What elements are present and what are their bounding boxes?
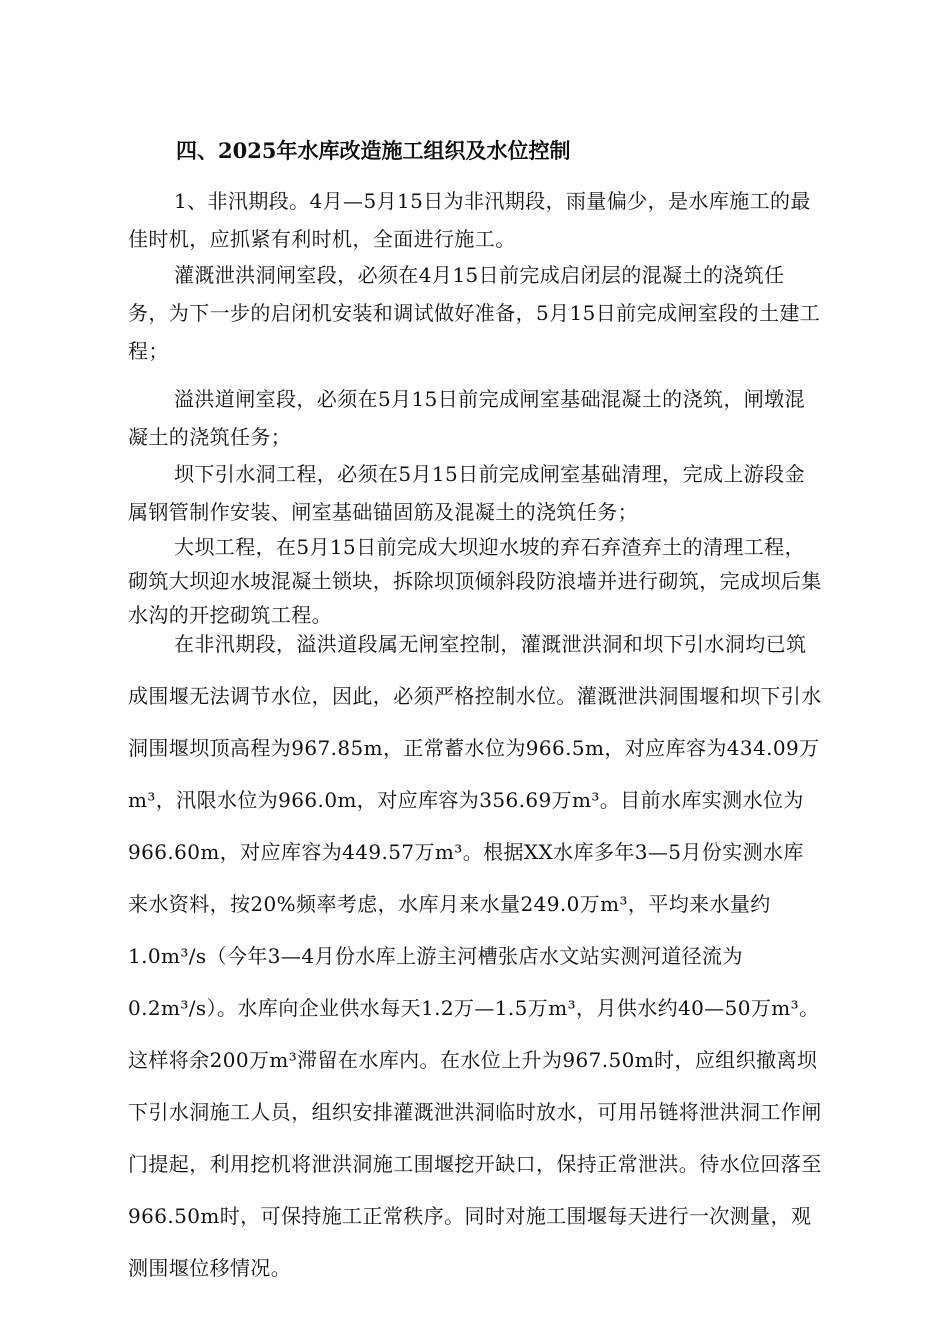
paragraph-non-flood-period: 1、非汛期段。4月—5月15日为非汛期段，雨量偏少，是水库施工的最佳时机，应抓紧有利时机，全面进行施工。 <box>128 189 811 251</box>
paragraph-irrigation-tunnel: 灌溉泄洪洞闸室段，必须在4月15日前完成启闭层的混凝土的浇筑任务，为下一步的启闭机安装和调试做好准备，5月15日前完成闸室段的土建工程； <box>128 263 821 363</box>
paragraph-water-level-control: 在非汛期段，溢洪道段属无闸室控制，灌溉泄洪洞和坝下引水洞均已筑成围堰无法调节水位，因此，必须严格控制水位。灌溉泄洪洞围堰和坝下引水洞围堰坝顶高程为967.85m，正常蓄水位为966.5m，对应库容为434.09万m³，汛限水位为966.0m，对应库容为356.69万m³。目前水库实测水位为966.60m，对应库容为449.57万m³。根据XX水库多年3—5月份实测水库来水资料，按20%频率考虑，水库月来水量249.0万m³，平均来水量约1.0m³/s（今年3—4月份水库上游主河槽张店水文站实测河道径流为0.2m³/s）。水库向企业供水每天1.2万—1.5万m³，月供水约40—50万m³。这样将余200万m³滞留在水库内。在水位上升为967.50m时，应组织撤离坝下引水洞施工人员，组织安排灌溉泄洪洞临时放水，可用吊链将泄洪洞工作闸门提起，利用挖机将泄洪洞施工围堰挖开缺口，保持正常泄洪。待水位回落至966.50m时，可保持施工正常秩序。同时对施工围堰每天进行一次测量，观测围堰位移情况。 <box>128 632 822 1280</box>
paragraph-diversion-tunnel: 坝下引水洞工程，必须在5月15日前完成闸室基础清理，完成上游段金属钢管制作安装、闸室基础锚固筋及混凝土的浇筑任务； <box>128 462 805 524</box>
section-heading: 四、2025年水库改造施工组织及水位控制 <box>176 138 571 163</box>
paragraph-dam-works: 大坝工程，在5月15日前完成大坝迎水坡的弃石弃渣弃土的清理工程，砌筑大坝迎水坡混凝土锁块，拆除坝顶倾斜段防浪墙并进行砌筑，完成坝后集水沟的开挖砌筑工程。 <box>128 535 822 627</box>
paragraph-spillway-gate: 溢洪道闸室段，必须在5月15日前完成闸室基础混凝土的浇筑，闸墩混凝土的浇筑任务； <box>128 387 805 449</box>
